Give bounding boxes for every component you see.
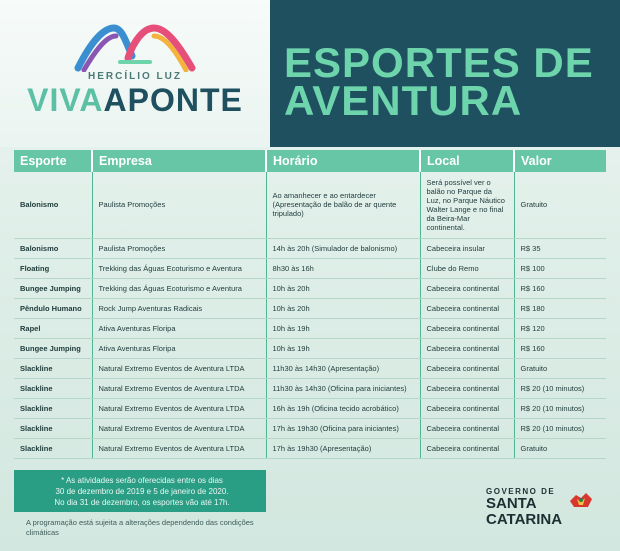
table-row	[14, 438, 606, 458]
table-header-row	[14, 150, 606, 172]
state-seal-icon	[568, 489, 594, 511]
cell-company: Natural Extremo Eventos de Aventura LTDA	[92, 378, 266, 398]
cell-schedule: 10h às 20h	[266, 278, 420, 298]
column-header-schedule: Horário	[266, 150, 420, 172]
cell-company: Natural Extremo Eventos de Aventura LTDA	[92, 358, 266, 378]
cell-company: Paulista Promoções	[92, 172, 266, 238]
footnote-line3: No dia 31 de dezembro, os esportes vão até 17h.	[54, 498, 230, 507]
cell-schedule: 10h às 19h	[266, 338, 420, 358]
cell-price: R$ 20 (10 minutos)	[514, 398, 606, 418]
cell-location: Cabeceira continental	[420, 378, 514, 398]
cell-schedule: 11h30 às 14h30 (Apresentação)	[266, 358, 420, 378]
cell-price: R$ 120	[514, 318, 606, 338]
government-logo-line3: CATARINA	[486, 511, 563, 528]
cell-sport: Pêndulo Humano	[14, 298, 92, 318]
schedule-table	[14, 150, 606, 459]
cell-location: Cabeceira continental	[420, 358, 514, 378]
footnote-box	[14, 470, 266, 512]
cell-sport: Slackline	[14, 358, 92, 378]
table-row	[14, 418, 606, 438]
government-logo-line2: SANTA	[486, 495, 537, 512]
cell-sport: Slackline	[14, 438, 92, 458]
cell-sport: Bungee Jumping	[14, 338, 92, 358]
cell-price: R$ 160	[514, 338, 606, 358]
column-header-location: Local	[420, 150, 514, 172]
cell-price: R$ 20 (10 minutos)	[514, 418, 606, 438]
logo-subtitle: HERCÍLIO LUZ	[88, 71, 182, 82]
cell-company: Natural Extremo Eventos de Aventura LTDA	[92, 398, 266, 418]
table-body	[14, 172, 606, 458]
cell-company: Trekking das Águas Ecoturismo e Aventura	[92, 258, 266, 278]
page-title	[284, 39, 614, 124]
bridge-logo-icon	[70, 22, 200, 72]
cell-sport: Slackline	[14, 378, 92, 398]
cell-sport: Bungee Jumping	[14, 278, 92, 298]
cell-price: Gratuito	[514, 438, 606, 458]
column-header-company: Empresa	[92, 150, 266, 172]
table-row	[14, 238, 606, 258]
cell-sport: Slackline	[14, 398, 92, 418]
cell-company: Ativa Aventuras Floripa	[92, 338, 266, 358]
table-row	[14, 338, 606, 358]
cell-location: Cabeceira continental	[420, 398, 514, 418]
cell-price: R$ 20 (10 minutos)	[514, 378, 606, 398]
cell-company: Rock Jump Aventuras Radicais	[92, 298, 266, 318]
table-row	[14, 318, 606, 338]
cell-schedule: 16h às 19h (Oficina tecido acrobático)	[266, 398, 420, 418]
cell-location: Clube do Remo	[420, 258, 514, 278]
cell-location: Cabeceira continental	[420, 318, 514, 338]
cell-company: Natural Extremo Eventos de Aventura LTDA	[92, 418, 266, 438]
government-logo-line1: GOVERNO DE	[486, 487, 556, 496]
page-title-line1: ESPORTES DE	[284, 39, 594, 86]
table-row	[14, 172, 606, 238]
cell-company: Ativa Aventuras Floripa	[92, 318, 266, 338]
table-header	[14, 150, 606, 172]
logo-wordmark	[0, 82, 270, 118]
cell-location: Cabeceira continental	[420, 418, 514, 438]
page-title-line2: AVENTURA	[284, 77, 523, 124]
logo-area	[0, 0, 270, 147]
cell-location: Será possível ver o balão no Parque da Luz, no Parque Náutico Walter Lange e no final da Beira-Mar continental.	[420, 172, 514, 238]
cell-price: R$ 180	[514, 298, 606, 318]
cell-location: Cabeceira insular	[420, 238, 514, 258]
cell-company: Paulista Promoções	[92, 238, 266, 258]
cell-schedule: 10h às 19h	[266, 318, 420, 338]
table-row	[14, 278, 606, 298]
table-row	[14, 398, 606, 418]
logo-word-aponte: APONTE	[103, 82, 243, 118]
cell-schedule: 17h às 19h30 (Oficina para iniciantes)	[266, 418, 420, 438]
table-row	[14, 258, 606, 278]
cell-schedule: 8h30 às 16h	[266, 258, 420, 278]
cell-location: Cabeceira continental	[420, 298, 514, 318]
cell-schedule: 17h às 19h30 (Apresentação)	[266, 438, 420, 458]
cell-company: Natural Extremo Eventos de Aventura LTDA	[92, 438, 266, 458]
column-header-price: Valor	[514, 150, 606, 172]
footnote-line1: * As atividades serão oferecidas entre os dias	[61, 476, 223, 485]
title-panel	[270, 0, 620, 147]
column-header-sport: Esporte	[14, 150, 92, 172]
table-row	[14, 358, 606, 378]
cell-sport: Balonismo	[14, 238, 92, 258]
cell-location: Cabeceira continental	[420, 438, 514, 458]
cell-sport: Rapel	[14, 318, 92, 338]
cell-price: Gratuito	[514, 358, 606, 378]
cell-sport: Balonismo	[14, 172, 92, 238]
cell-schedule: 11h30 às 14h30 (Oficina para iniciantes)	[266, 378, 420, 398]
footnote-line2: 30 de dezembro de 2019 e 5 de janeiro de 2020.	[55, 487, 229, 496]
cell-price: R$ 160	[514, 278, 606, 298]
header	[0, 0, 620, 147]
cell-sport: Floating	[14, 258, 92, 278]
cell-price: R$ 100	[514, 258, 606, 278]
table-row	[14, 378, 606, 398]
schedule-table-container	[14, 150, 606, 459]
logo-word-viva: VIVA	[27, 82, 104, 118]
cell-schedule: 10h às 20h	[266, 298, 420, 318]
government-logo	[486, 487, 596, 533]
table-row	[14, 298, 606, 318]
weather-disclaimer: A programação está sujeita a alterações dependendo das condições climáticas	[26, 518, 254, 537]
cell-schedule: Ao amanhecer e ao entardecer (Apresentação de balão de ar quente tripulado)	[266, 172, 420, 238]
cell-price: R$ 35	[514, 238, 606, 258]
cell-price: Gratuito	[514, 172, 606, 238]
cell-sport: Slackline	[14, 418, 92, 438]
cell-location: Cabeceira continental	[420, 278, 514, 298]
cell-company: Trekking das Águas Ecoturismo e Aventura	[92, 278, 266, 298]
cell-location: Cabeceira continental	[420, 338, 514, 358]
cell-schedule: 14h às 20h (Simulador de balonismo)	[266, 238, 420, 258]
